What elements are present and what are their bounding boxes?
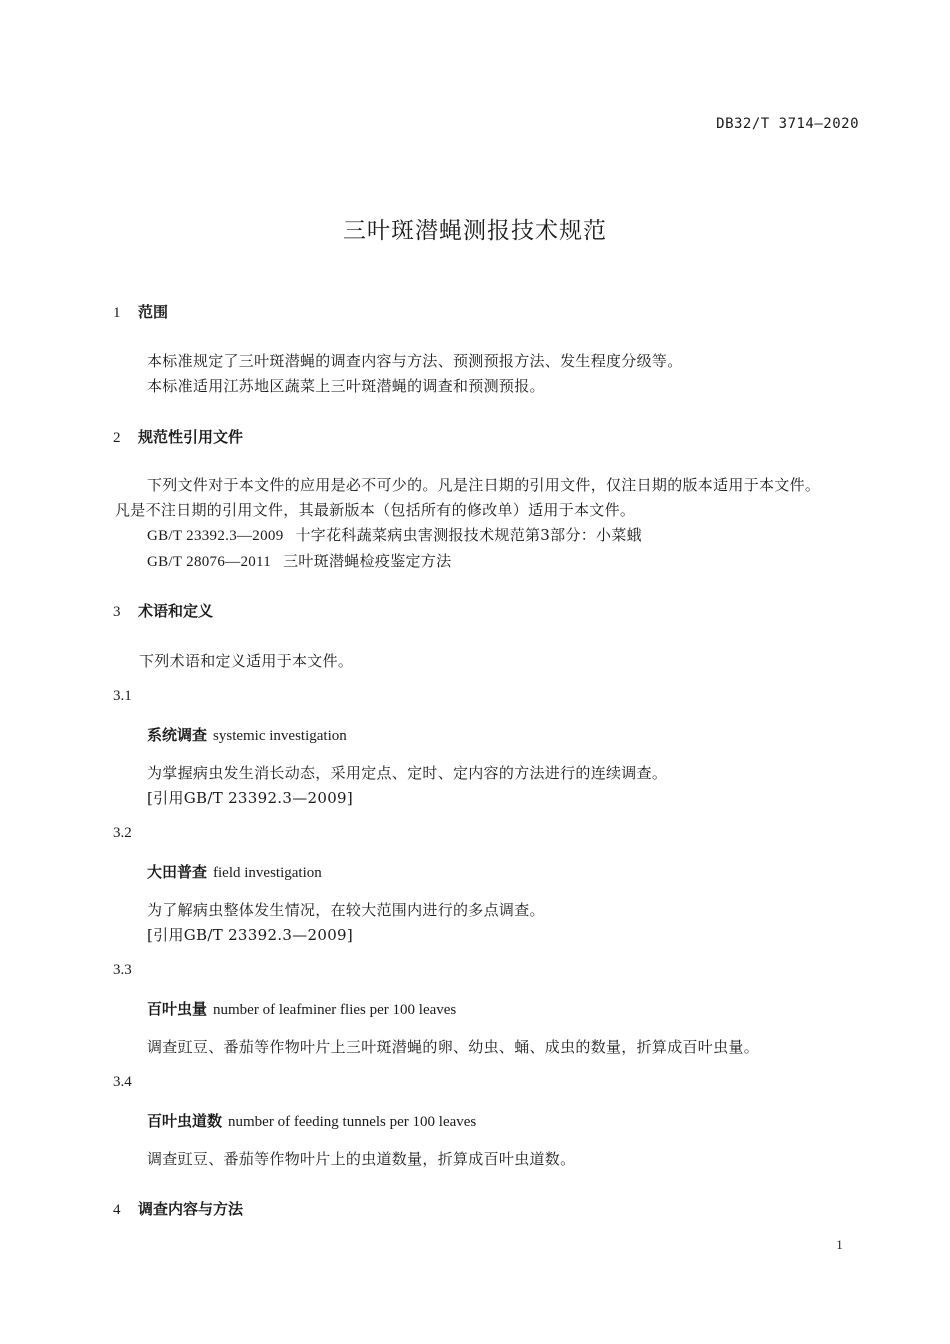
term-english: systemic investigation — [213, 728, 347, 744]
paragraph: 下列术语和定义适用于本文件。 — [139, 652, 354, 670]
paragraph: 本标准规定了三叶斑潜蝇的调查内容与方法、预测预报方法、发生程度分级等。 — [147, 352, 683, 370]
paragraph: 下列文件对于本文件的应用是必不可少的。凡是注日期的引用文件，仅注日期的版本适用于本文件。 — [147, 476, 821, 494]
paragraph: 本标准适用江苏地区蔬菜上三叶斑潜蝇的调查和预测预报。 — [147, 377, 545, 395]
subsection-number: 3.1 — [113, 688, 132, 704]
term-heading — [147, 724, 347, 745]
term-english: field investigation — [213, 865, 322, 881]
term-english: number of leafminer flies per 100 leaves — [213, 1002, 457, 1018]
subsection-number: 3.3 — [113, 962, 132, 978]
section-number: 2 — [113, 430, 121, 446]
reference-code: GB/T 28076—2011 — [147, 554, 272, 570]
term-definition: 为了解病虫整体发生情况，在较大范围内进行的多点调查。 — [147, 901, 545, 919]
section-heading-2 — [113, 426, 243, 447]
section-number: 4 — [113, 1202, 121, 1218]
reference-item — [147, 550, 451, 571]
term-heading — [147, 1110, 476, 1131]
term-reference: [引用GB/T 23392.3—2009] — [147, 926, 354, 944]
section-heading-4 — [113, 1198, 243, 1219]
term-definition: 调查豇豆、番茄等作物叶片上三叶斑潜蝇的卵、幼虫、蛹、成虫的数量，折算成百叶虫量。 — [147, 1038, 760, 1056]
subsection-number: 3.2 — [113, 825, 132, 841]
section-title: 术语和定义 — [138, 602, 214, 620]
section-title: 调查内容与方法 — [138, 1200, 244, 1218]
term-definition: 为掌握病虫发生消长动态，采用定点、定时、定内容的方法进行的连续调查。 — [147, 764, 668, 782]
term-heading — [147, 861, 322, 882]
term-reference: [引用GB/T 23392.3—2009] — [147, 789, 354, 807]
reference-code: GB/T 23392.3—2009 — [147, 528, 284, 544]
section-number: 3 — [113, 604, 121, 620]
reference-title: 十字花科蔬菜病虫害测报技术规范第3部分：小菜蛾 — [295, 526, 642, 544]
reference-item — [147, 524, 642, 545]
term-english: number of feeding tunnels per 100 leaves — [228, 1114, 477, 1130]
section-number: 1 — [113, 305, 121, 321]
paragraph: 凡是不注日期的引用文件，其最新版本（包括所有的修改单）适用于本文件。 — [115, 501, 636, 519]
subsection-number: 3.4 — [113, 1074, 132, 1090]
term-chinese: 百叶虫量 — [147, 1000, 208, 1018]
page-number: 1 — [836, 1237, 843, 1252]
term-chinese: 大田普查 — [147, 863, 208, 881]
section-heading-3 — [113, 600, 213, 621]
page-title: 三叶斑潜蝇测报技术规范 — [343, 218, 607, 244]
reference-title: 三叶斑潜蝇检疫鉴定方法 — [283, 552, 452, 570]
term-chinese: 系统调查 — [147, 726, 208, 744]
section-title: 规范性引用文件 — [138, 428, 244, 446]
section-heading-1 — [113, 301, 168, 322]
term-definition: 调查豇豆、番茄等作物叶片上的虫道数量，折算成百叶虫道数。 — [147, 1150, 576, 1168]
section-title: 范围 — [138, 303, 169, 321]
document-code: DB32/T 3714—2020 — [716, 116, 859, 132]
term-chinese: 百叶虫道数 — [147, 1112, 223, 1130]
term-heading — [147, 998, 456, 1019]
